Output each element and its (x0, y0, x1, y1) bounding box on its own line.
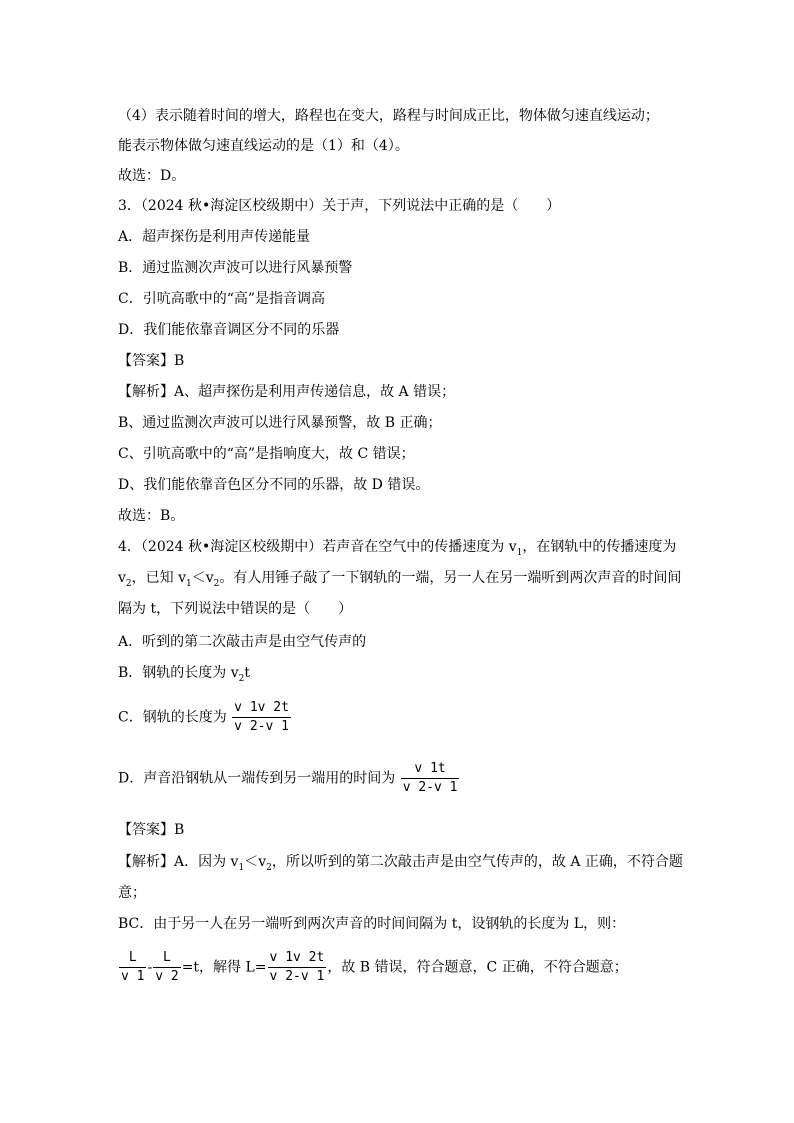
question-4-stem-line-2: $v_2$，已知 $v_1<v_2$。有人用锤子敲了一下钢轨的一端，另一人在另一端听到两次声音的时间间 (118, 570, 682, 589)
solution-line: （4）表示随着时间的增大，路程也在变大，路程与时间成正比，物体做匀速直线运动； (118, 108, 659, 124)
option-c-fraction: $\frac{v 1v 2t}{v 2-v 1}$ (234, 700, 289, 734)
question-4-explanation-line-3: BC．由于另一人在另一端听到两次声音的时间间隔为 t，设钢轨的长度为 L，则： (118, 916, 626, 932)
question-4-option-a: A．听到的第二次敲击声是由空气传声的 (118, 634, 367, 650)
question-4-stem-line-3: 隔为 t，下列说法中错误的是（ ） (118, 601, 353, 617)
question-3-explanation: D、我们能依靠音色区分不同的乐器，故 D 错误。 (118, 477, 430, 493)
question-3-option-b: B．通过监测次声波可以进行风暴预警 (118, 260, 353, 276)
question-3-option-d: D．我们能依靠音调区分不同的乐器 (118, 322, 340, 338)
question-3-stem: 3．（2024 秋•海淀区校级期中）关于声，下列说法中正确的是（ ） (118, 198, 561, 214)
question-4-answer: 【答案】B (118, 822, 185, 838)
question-3-answer: 【答案】B (118, 353, 185, 369)
question-3-explanation: B、通过监测次声波可以进行风暴预警，故 B 正确； (118, 415, 442, 431)
question-4-stem-line-1: 4．（2024 秋•海淀区校级期中）若声音在空气中的传播速度为 $v_1$，在钢轨中的传播速度为 (118, 539, 677, 558)
l-over-v1-fraction: $\frac{L}{v 1}$ (121, 950, 145, 984)
l-over-v2-fraction: $\frac{L}{v 2}$ (155, 950, 179, 984)
question-4-explanation-line-2: 意； (118, 885, 146, 901)
question-4-option-c: C．钢轨的长度为 $\frac{v 1v 2t}{v 2-v 1}$ (118, 700, 289, 734)
question-3-selection: 故选：B。 (118, 508, 185, 524)
question-3-explanation: C、引吭高歌中的“高”是指响度大，故 C 错误； (118, 446, 415, 462)
selection-line: 故选：D。 (118, 168, 186, 184)
question-3-explanation: 【解析】A、超声探伤是利用声传递信息，故 A 错误； (118, 384, 456, 400)
option-d-fraction: $\frac{v 1t}{v 2-v 1}$ (402, 761, 458, 795)
question-3-option-c: C．引吭高歌中的“高”是指音调高 (118, 291, 326, 307)
length-result-fraction: $\frac{v 1v 2t}{v 2-v 1}$ (269, 950, 325, 984)
question-4-option-d: D．声音沿钢轨从一端传到另一端用的时间为 $\frac{v 1t}{v 2-v 1}$ (118, 761, 458, 795)
question-4-explanation-line-1: 【解析】A．因为 $v_1<v_2$，所以听到的第二次敲击声是由空气传声的，故 A 正确，不符合题 (118, 854, 683, 873)
question-3-option-a: A．超声探伤是利用声传递能量 (118, 229, 311, 245)
question-4-explanation-line-4: $\frac{L}{v 1}$ - $\frac{L}{v 2}$ =t，解得 L= $\frac{v 1v 2t}{v 2-v 1}$ ，故 B 错误，符合题意，C 正确，不符合题意； (121, 950, 628, 984)
question-4-option-b: B．钢轨的长度为 $v_2t$ (118, 665, 251, 684)
solution-line: 能表示物体做匀速直线运动的是（1）和（4）。 (118, 138, 409, 154)
